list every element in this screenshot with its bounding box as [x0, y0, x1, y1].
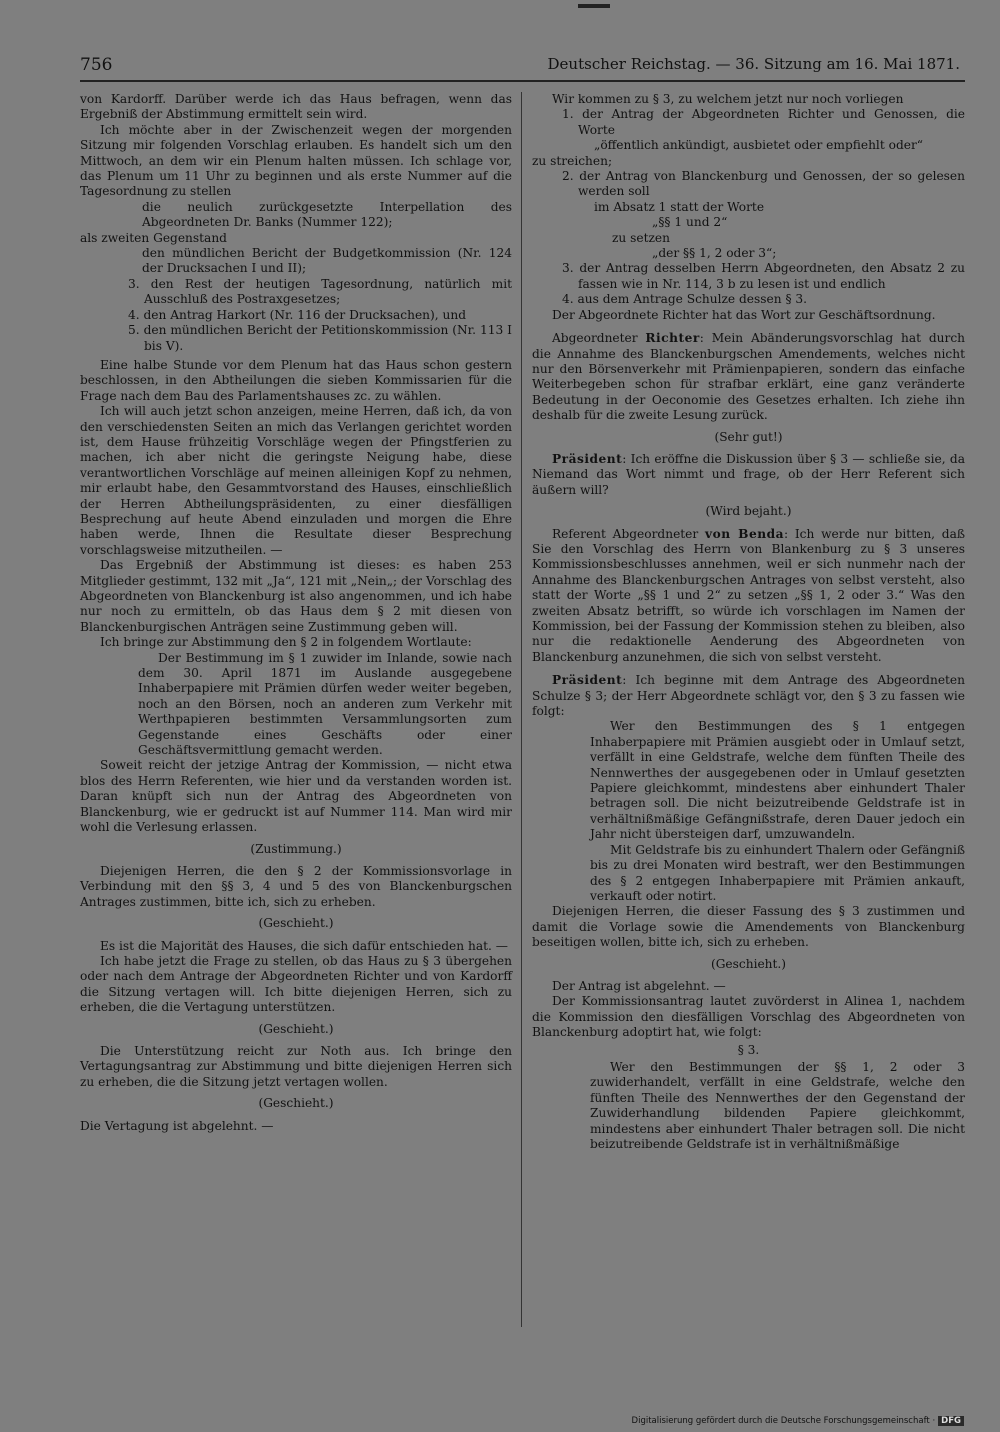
quoted-words: „der §§ 1, 2 oder 3“;: [652, 246, 777, 261]
quoted-paragraph: Mit Geldstrafe bis zu einhundert Thalern oder Gefängniß bis zu drei Monaten wird bestraft, wer den Bestimmungen des § 2 entgegen Inhaberpapiere mit Prämien ankauft, verkauft oder notirt.: [590, 842, 965, 903]
paragraph: von Kardorff. Darüber werde ich das Haus befragen, wenn das Ergebniß der Abstimmung ermittelt sein wird.: [80, 92, 512, 122]
interjection: (Sehr gut!): [714, 429, 783, 444]
speech-richter: [532, 331, 965, 423]
paragraph: Diejenigen Herren, die dieser Fassung des § 3 zustimmen und damit die Vorlage sowie die Amendements von Blanckenburg beseitigen wollen, bitte ich, sich zu erheben.: [532, 904, 965, 950]
motion-item: 3. der Antrag desselben Herrn Abgeordneten, den Absatz 2 zu fassen wie in Nr. 114, 3 b zu lesen ist und endlich: [562, 261, 965, 291]
header-rule: [80, 80, 965, 82]
agenda-item: die neulich zurückgesetzte Interpellation des Abgeordneten Dr. Banks (Nummer 122);: [142, 199, 512, 230]
section-heading: § 3.: [737, 1042, 760, 1057]
paragraph: Ich bringe zur Abstimmung den § 2 in folgendem Wortlaute:: [100, 635, 472, 650]
page-number: 756: [80, 55, 113, 75]
speech-text: : Ich eröffne die Diskussion über § 3 — schließe sie, da Niemand das Wort nimmt und frage, ob der Herr Referent sich äußern will?: [532, 451, 965, 497]
quoted-words: „öffentlich ankündigt, ausbietet oder empfiehlt oder“: [594, 138, 924, 153]
motion-item: 1. der Antrag der Abgeordneten Richter und Genossen, die Worte: [562, 107, 965, 137]
speaker-role: Abgeordneter: [552, 331, 638, 346]
paragraph: Wir kommen zu § 3, zu welchem jetzt nur noch vorliegen: [552, 92, 904, 106]
quoted-paragraph: Wer den Bestimmungen des § 1 entgegen Inhaberpapiere mit Prämien ausgiebt oder in Umlauf setzt, verfällt in eine Geldstrafe, welche dem fünften Theile des Nennwerthes der ausgegebenen oder in Umlauf gesetzten Papiere gleichkommt, mindestens aber einhundert Thaler betragen soll. Die nicht beizutreibende Geldstrafe ist in verhältnißmäßige Gefängnißstrafe, deren Dauer jedoch ein Jahr nicht übersteigen darf, umzuwandeln.: [590, 719, 965, 842]
speech-text: : Ich beginne mit dem Antrage des Abgeordneten Schulze § 3; der Herr Abgeordnete schlägt vor, den § 3 zu fassen wie folgt:: [532, 673, 965, 719]
funding-note: Digitalisierung gefördert durch die Deutsche Forschungsgemeinschaft ·: [631, 1416, 936, 1426]
motion-detail: zu setzen: [612, 230, 670, 245]
paragraph: als zweiten Gegenstand: [80, 230, 227, 245]
agenda-item: 4. den Antrag Harkort (Nr. 116 der Drucksachen), und: [128, 307, 467, 322]
agenda-item: den mündlichen Bericht der Budgetkommission (Nr. 124 der Drucksachen I und II);: [142, 246, 512, 276]
running-title: Deutscher Reichstag. — 36. Sitzung am 16. Mai 1871.: [547, 55, 960, 73]
left-column: [80, 92, 512, 1134]
agenda-item: 5. den mündlichen Bericht der Petitionskommission (Nr. 113 I bis V).: [128, 323, 512, 353]
dfg-logo: DFG: [938, 1416, 964, 1426]
speech-text: : Mein Abänderungsvorschlag hat durch die Annahme des Blanckenburgschen Amendements, welches nicht nur den Börsenverkehr mit Prämienpapieren, sondern das einfache Weiterbegeben schon für strafbar erklärt, eine ganz veränderte Bedeutung in der Oeconomie des Gesetzes erhalten. Ich ziehe ihn deshalb für die zweite Lesung zurück.: [532, 331, 966, 423]
motion-detail: im Absatz 1 statt der Worte: [594, 199, 765, 214]
speaker-role: Referent Abgeordneter: [552, 526, 699, 541]
column-divider: [521, 92, 522, 1327]
paragraph: Es ist die Majorität des Hauses, die sich dafür entschieden hat. —: [100, 938, 508, 953]
paragraph: Eine halbe Stunde vor dem Plenum hat das Haus schon gestern beschlossen, in den Abtheilungen die sieben Kommissarien für die Frage nach dem Bau des Parlamentshauses zc. zu wählen.: [80, 357, 512, 403]
speech-text: : Ich werde nur bitten, daß Sie den Vorschlag des Herrn von Blankenburg zu § 3 unseres Kommissionsbeschlusses annehmen, weil er sich nunmehr nach der Annahme des Blanckenburgschen Antrages von selbst versteht, also statt der Worte „§§ 1 und 2“ zu setzen „§§ 1, 2 oder 3.“ Was den zweiten Absatz betrifft, so würde ich vorschlagen im Namen der Kommission, bei der Fassung der Kommission stehen zu bleiben, also nur die redaktionelle Aenderung des Abgeordneten von Blanckenburg anzunehmen, die sich von selbst versteht.: [532, 526, 965, 664]
speech-president: [532, 452, 965, 498]
quoted-paragraph: Der Bestimmung im § 1 zuwider im Inlande, sowie nach dem 30. April 1871 im Auslande ausgegebene Inhaberpapiere mit Prämien dürfen weder weiter begeben, noch an den Börsen, noch an anderen zum Verkehr mit Werthpapieren bestimmten Versammlungsorten zum Gegenstande eines Geschäfts oder einer Geschäftsvermittlung gemacht werden.: [138, 650, 512, 758]
motion-item: 4. aus dem Antrage Schulze dessen § 3.: [562, 292, 808, 307]
right-column: [532, 92, 965, 1152]
interjection: (Geschieht.): [258, 916, 334, 931]
speaker-name: Präsident: [552, 673, 623, 688]
speaker-name: Richter: [645, 331, 700, 346]
paragraph: Ich habe jetzt die Frage zu stellen, ob das Haus zu § 3 übergehen oder nach dem Antrage der Abgeordneten Richter und von Kardorff die Sitzung vertagen will. Ich bitte diejenigen Herren, sich zu erheben, die die Vertagung unterstützen.: [80, 953, 512, 1015]
paragraph: Der Abgeordnete Richter hat das Wort zur Geschäftsordnung.: [552, 307, 936, 322]
agenda-item: 3. den Rest der heutigen Tagesordnung, natürlich mit Ausschluß des Postraxgesetzes;: [128, 276, 512, 307]
interjection: (Geschieht.): [258, 1096, 334, 1111]
paragraph: Die Vertagung ist abgelehnt. —: [80, 1118, 274, 1133]
interjection: (Geschieht.): [258, 1021, 334, 1036]
paragraph: Ich möchte aber in der Zwischenzeit wegen der morgenden Sitzung mir folgenden Vorschlag erlauben. Es handelt sich um den Mittwoch, an dem wir ein Plenum halten müssen. Ich schlage vor, das Plenum um 11 Uhr zu beginnen und als erste Nummer auf die Tagesordnung zu stellen: [80, 122, 512, 199]
quoted-words: „§§ 1 und 2“: [652, 215, 728, 230]
footer: [632, 1416, 964, 1426]
paragraph: Der Antrag ist abgelehnt. —: [552, 978, 726, 993]
quoted-paragraph: Wer den Bestimmungen der §§ 1, 2 oder 3 zuwiderhandelt, verfällt in eine Geldstrafe, welche den fünften Theile des Nennwerthes der den Gegenstand der Zuwiderhandlung bildenden Papiere gleichkommt, mindestens aber einhundert Thaler betragen soll. Die nicht beizutreibende Geldstrafe ist in verhältnißmäßige: [590, 1059, 965, 1151]
speech-president: [532, 673, 965, 719]
scan-mark: [578, 4, 610, 8]
paragraph: Diejenigen Herren, die den § 2 der Kommissionsvorlage in Verbindung mit den §§ 3, 4 und 5 des von Blanckenburgschen Antrages zustimmen, bitte ich, sich zu erheben.: [80, 863, 512, 909]
motion-item: 2. der Antrag von Blanckenburg und Genossen, der so gelesen werden soll: [562, 169, 965, 199]
speaker-name: von Benda: [704, 526, 785, 541]
interjection: (Wird bejaht.): [705, 504, 792, 519]
paragraph: Die Unterstützung reicht zur Noth aus. Ich bringe den Vertagungsantrag zur Abstimmung und bitte diejenigen Herren sich zu erheben, die die Sitzung jetzt vertagen wollen.: [80, 1043, 512, 1089]
paragraph: Der Kommissionsantrag lautet zuvörderst in Alinea 1, nachdem die Kommission den diesfälligen Vorschlag des Abgeordneten von Blanckenburg adoptirt hat, wie folgt:: [532, 994, 965, 1040]
paragraph: zu streichen;: [532, 153, 613, 168]
paragraph: Soweit reicht der jetzige Antrag der Kommission, — nicht etwa blos des Herrn Referenten, wie hier und da verstanden worden ist. Daran knüpft sich nun der Antrag des Abgeordneten von Blanckenburg, wie er gedruckt ist auf Nummer 114. Man wird mir wohl die Verlesung erlassen.: [80, 758, 512, 835]
paragraph: Das Ergebniß der Abstimmung ist dieses: es haben 253 Mitglieder gestimmt, 132 mit „Ja“, 121 mit „Nein„; der Vorschlag des Abgeordneten von Blanckenburg ist also angenommen, und ich habe nur noch zu ermitteln, ob das Haus dem § 2 mit diesen von Blanckenburgischen Anträgen seine Zustimmung geben will.: [80, 558, 512, 634]
interjection: (Zustimmung.): [250, 841, 342, 856]
speech-benda: [532, 527, 965, 666]
paragraph: Ich will auch jetzt schon anzeigen, meine Herren, daß ich, da von den verschiedensten Seiten an mich das Verlangen gerichtet worden ist, dem Hause frühzeitig Vorschläge wegen der Pfingstferien zu machen, ich aber nicht die geringste Neigung habe, diese verantwortlichen Vorschläge auf meinen alleinigen Kopf zu nehmen, mir erlaubt habe, den Gesammtvorstand des Hauses, einschließlich der Herren Abtheilungspräsidenten, zu einer diesfälligen Besprechung auf heute Abend einzuladen und morgen die Ehre haben werde, Ihnen die Resultate dieser Besprechung vorschlagsweise mitzutheilen. —: [80, 404, 512, 557]
interjection: (Geschieht.): [710, 956, 787, 971]
speaker-name: Präsident: [552, 451, 623, 466]
page-header: [80, 55, 960, 79]
